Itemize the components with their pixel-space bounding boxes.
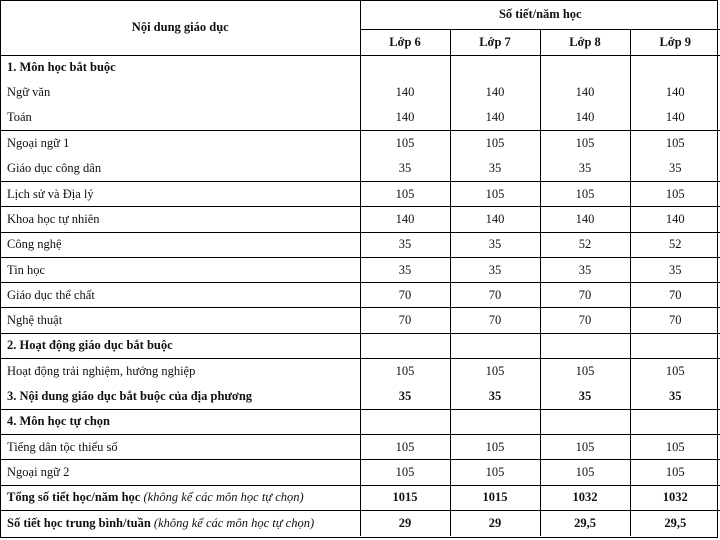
grade-6-value [360,333,450,358]
row-label-cell [1,156,360,181]
row-label-cell [1,55,360,80]
grade-7-value: 140 [450,106,540,131]
grade-9-value: 105 [630,359,720,384]
table-row [1,207,720,232]
grade-8-value: 70 [540,308,630,333]
table-row [1,80,720,105]
grade-7-value: 70 [450,308,540,333]
grade-9-value: 70 [630,283,720,308]
row-label: Giáo dục thể chất [7,287,95,302]
row-label-cell [1,106,360,131]
grade-8-value: 140 [540,80,630,105]
grade-8-value: 35 [540,384,630,409]
table-row [1,106,720,131]
grade-8-value [540,409,630,434]
row-label-cell [1,181,360,206]
grade-6-value: 105 [360,131,450,156]
grade-7-value: 105 [450,181,540,206]
table-row [1,257,720,282]
grade-8-value: 140 [540,207,630,232]
grade-8-value: 140 [540,106,630,131]
grade-8-value: 52 [540,232,630,257]
row-label-cell [1,283,360,308]
table-row [1,434,720,459]
row-label-cell [1,359,360,384]
grade-7-value: 105 [450,359,540,384]
section-row [1,55,720,80]
grade-7-value: 35 [450,257,540,282]
grade-6-value: 140 [360,106,450,131]
grade-6-value: 35 [360,257,450,282]
row-label: Lịch sử và Địa lý [7,186,94,201]
row-label: 3. Nội dung giáo dục bắt buộc của địa phương [7,388,253,403]
row-label-cell [1,409,360,434]
grade-6-value: 35 [360,384,450,409]
row-label-cell [1,384,360,409]
grade-7-value: 1015 [450,485,540,510]
grade-6-value [360,409,450,434]
grade-7-value [450,55,540,80]
grade-8-value: 29,5 [540,510,630,535]
grade-9-value: 105 [630,460,720,485]
row-label-cell [1,207,360,232]
row-label: Ngoại ngữ 2 [7,464,70,479]
section-row [1,333,720,358]
row-label-cell [1,232,360,257]
grade-8-value: 35 [540,156,630,181]
grade-8-value: 105 [540,460,630,485]
grade-6-value: 105 [360,434,450,459]
grade-6-value: 35 [360,232,450,257]
grade-6-value: 70 [360,308,450,333]
grade-9-value: 35 [630,384,720,409]
grade-8-value: 105 [540,181,630,206]
row-label: Khoa học tự nhiên [7,211,100,226]
total-row [1,485,720,510]
table-row [1,156,720,181]
table-row [1,384,720,409]
grade-7-value: 35 [450,156,540,181]
grade-9-value [630,55,720,80]
grade-7-value: 105 [450,131,540,156]
grade-6-value: 29 [360,510,450,535]
row-label: Toán [7,110,32,125]
grade-8-value [540,55,630,80]
row-label: Công nghệ [7,237,62,252]
grade-6-value: 140 [360,80,450,105]
row-label: Hoạt động trải nghiệm, hướng nghiệp [7,363,196,378]
row-label-cell [1,308,360,333]
grade-9-header: Lớp 9 [630,29,720,55]
row-label: Tiếng dân tộc thiểu số [7,439,118,454]
grade-6-value: 35 [360,156,450,181]
grade-6-value: 70 [360,283,450,308]
row-label-cell [1,485,360,510]
grade-9-value: 140 [630,80,720,105]
grade-6-value: 105 [360,181,450,206]
grade-7-value: 35 [450,384,540,409]
row-label-cell [1,131,360,156]
grade-7-value: 70 [450,283,540,308]
grade-8-value [540,333,630,358]
row-label-cell [1,460,360,485]
content-column-header: Nội dung giáo dục [1,1,360,55]
grade-6-value: 140 [360,207,450,232]
row-label: Giáo dục công dân [7,161,102,176]
table-row [1,359,720,384]
grade-9-value: 35 [630,257,720,282]
row-label: 2. Hoạt động giáo dục bắt buộc [7,338,173,353]
row-label: Ngữ văn [7,85,51,100]
table-row [1,460,720,485]
table-row [1,232,720,257]
grade-9-value: 105 [630,434,720,459]
table-row [1,308,720,333]
table-row [1,131,720,156]
row-label-cell [1,434,360,459]
curriculum-table [1,1,720,536]
grade-9-value [630,409,720,434]
table-header [1,1,720,55]
grade-9-value: 140 [630,106,720,131]
grade-6-value: 1015 [360,485,450,510]
grade-8-value: 105 [540,434,630,459]
grade-7-value [450,333,540,358]
grade-6-value: 105 [360,460,450,485]
table-row [1,283,720,308]
grade-6-value [360,55,450,80]
grade-7-header: Lớp 7 [450,29,540,55]
grade-8-header: Lớp 8 [540,29,630,55]
grade-9-value: 1032 [630,485,720,510]
table-row [1,181,720,206]
grade-7-value [450,409,540,434]
section-row [1,409,720,434]
row-label: Ngoại ngữ 1 [7,136,70,151]
total-row [1,510,720,535]
grade-8-value: 35 [540,257,630,282]
grade-9-value: 105 [630,131,720,156]
grade-8-value: 1032 [540,485,630,510]
grade-8-value: 105 [540,359,630,384]
grade-7-value: 105 [450,460,540,485]
grade-9-value: 70 [630,308,720,333]
grade-7-value: 140 [450,80,540,105]
grade-8-value: 70 [540,283,630,308]
row-note: (không kể các môn học tự chọn) [143,490,304,505]
grade-6-value: 105 [360,359,450,384]
grade-9-value: 35 [630,156,720,181]
row-label-cell [1,510,360,535]
grade-8-value: 105 [540,131,630,156]
grade-9-value: 140 [630,207,720,232]
grade-9-value [630,333,720,358]
grade-9-value: 105 [630,181,720,206]
row-note: (không kể các môn học tự chọn) [153,515,315,530]
row-label: Tin học [7,262,46,277]
periods-column-header: Số tiết/năm học [360,1,720,29]
grade-7-value: 140 [450,207,540,232]
grade-9-value: 52 [630,232,720,257]
grade-7-value: 105 [450,434,540,459]
row-label-cell [1,257,360,282]
row-label-cell [1,333,360,358]
row-label: 1. Môn học bắt buộc [7,60,116,75]
grade-6-header: Lớp 6 [360,29,450,55]
row-label: 4. Môn học tự chọn [7,414,110,429]
row-label: Số tiết học trung bình/tuần [7,515,151,530]
grade-7-value: 35 [450,232,540,257]
table-body [1,55,720,536]
grade-7-value: 29 [450,510,540,535]
row-label: Nghệ thuật [7,313,63,328]
row-label-cell [1,80,360,105]
grade-9-value: 29,5 [630,510,720,535]
row-label: Tổng số tiết học/năm học [7,490,141,505]
